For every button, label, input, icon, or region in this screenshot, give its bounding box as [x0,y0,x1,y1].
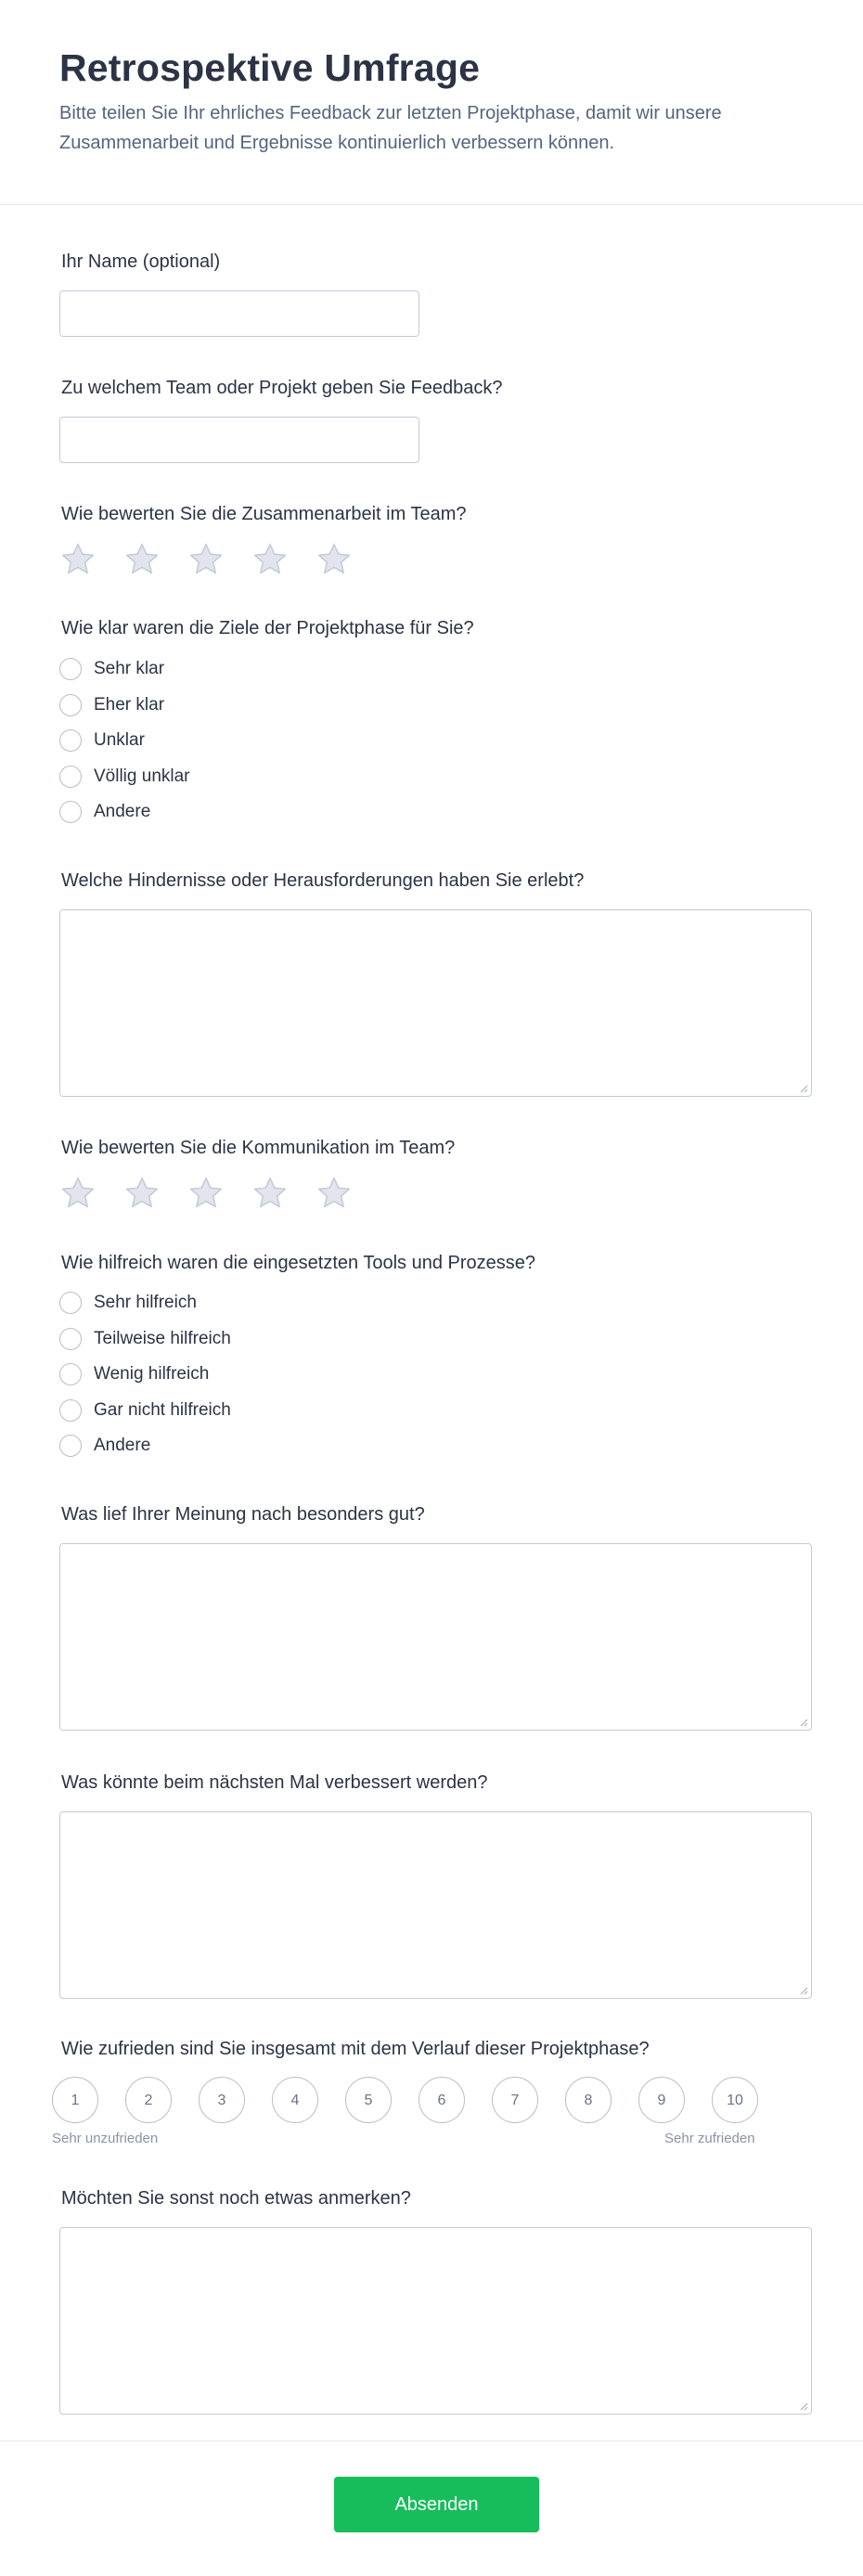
scale-option-8[interactable]: 8 [565,2077,612,2123]
scale-min-label: Sehr unzufrieden [52,2131,159,2146]
went-well-textarea[interactable] [59,1543,812,1731]
submit-button[interactable]: Absenden [334,2477,539,2532]
form-header [0,0,863,205]
resize-handle-icon[interactable] [799,2402,808,2411]
team-input[interactable] [59,417,419,463]
form-title: Retrospektive Umfrage [59,46,481,89]
scale-option-10[interactable]: 10 [712,2077,758,2123]
improve-textarea[interactable] [59,1811,812,1999]
radio-button[interactable] [59,1292,82,1314]
collaboration-star-rating [59,541,393,580]
collaboration-label: Wie bewerten Sie die Zusammenarbeit im Team? [61,504,467,524]
scale-option-9[interactable]: 9 [638,2077,685,2123]
team-label: Zu welchem Team oder Projekt geben Sie Feedback? [61,378,503,398]
resize-handle-icon[interactable] [799,1718,808,1727]
radio-button[interactable] [59,658,82,680]
star-icon[interactable] [187,1175,225,1212]
star-icon[interactable] [251,541,289,578]
communication-star-rating [59,1175,393,1214]
improve-label: Was könnte beim nächsten Mal verbessert werden? [61,1772,488,1793]
form-subtitle: Bitte teilen Sie Ihr ehrliches Feedback zur letzten Projektphase, damit wir unsere Zusammenarbeit und Ergebnisse kontinuierlich verbessern können. [59,103,722,153]
obstacles-textarea[interactable] [59,909,812,1097]
star-icon[interactable] [59,1175,97,1212]
star-icon[interactable] [251,1175,289,1212]
scale-option-2[interactable]: 2 [125,2077,172,2123]
scale-max-label: Sehr zufrieden [664,2131,755,2146]
scale-option-6[interactable]: 6 [419,2077,465,2123]
radio-button[interactable] [59,1363,82,1385]
tools-option-sehr-hilfreich[interactable]: Sehr hilfreich [59,1291,431,1315]
star-icon[interactable] [316,541,353,578]
radio-button[interactable] [59,1328,82,1350]
name-input[interactable] [59,290,419,337]
communication-label: Wie bewerten Sie die Kommunikation im Team? [61,1138,456,1158]
scale-option-1[interactable]: 1 [52,2077,98,2123]
tools-option-andere[interactable]: Andere [59,1434,431,1458]
resize-handle-icon[interactable] [799,1084,808,1093]
goals-label: Wie klar waren die Ziele der Projektphase für Sie? [61,618,474,638]
name-label: Ihr Name (optional) [61,251,221,272]
tools-option-teilweise-hilfreich[interactable]: Teilweise hilfreich [59,1327,431,1351]
goals-option-sehr-klar[interactable]: Sehr klar [59,657,431,681]
scale-option-5[interactable]: 5 [345,2077,392,2123]
radio-button[interactable] [59,1435,82,1457]
goals-option-voellig-unklar[interactable]: Völlig unklar [59,765,431,789]
goals-option-andere[interactable]: Andere [59,800,431,824]
radio-button[interactable] [59,729,82,752]
satisfaction-scale [52,2077,776,2123]
scale-option-3[interactable]: 3 [199,2077,245,2123]
goals-option-unklar[interactable]: Unklar [59,728,431,753]
radio-button[interactable] [59,1399,82,1422]
went-well-label: Was lief Ihrer Meinung nach besonders gut? [61,1504,425,1525]
star-icon[interactable] [187,541,225,578]
radio-button[interactable] [59,801,82,823]
tools-option-wenig-hilfreich[interactable]: Wenig hilfreich [59,1362,431,1386]
scale-option-7[interactable]: 7 [492,2077,538,2123]
star-icon[interactable] [316,1175,353,1212]
goals-option-eher-klar[interactable]: Eher klar [59,693,431,717]
tools-label: Wie hilfreich waren die eingesetzten Tools und Prozesse? [61,1253,536,1273]
satisfaction-label: Wie zufrieden sind Sie insgesamt mit dem Verlauf dieser Projektphase? [61,2039,650,2059]
star-icon[interactable] [123,541,161,578]
remarks-label: Möchten Sie sonst noch etwas anmerken? [61,2188,411,2209]
radio-button[interactable] [59,694,82,716]
star-icon[interactable] [123,1175,161,1212]
star-icon[interactable] [59,541,97,578]
remarks-textarea[interactable] [59,2227,812,2415]
radio-button[interactable] [59,766,82,788]
resize-handle-icon[interactable] [799,1986,808,1995]
obstacles-label: Welche Hindernisse oder Herausforderungen haben Sie erlebt? [61,870,585,891]
scale-option-4[interactable]: 4 [272,2077,318,2123]
tools-option-gar-nicht-hilfreich[interactable]: Gar nicht hilfreich [59,1398,431,1423]
form-footer [0,2441,863,2576]
